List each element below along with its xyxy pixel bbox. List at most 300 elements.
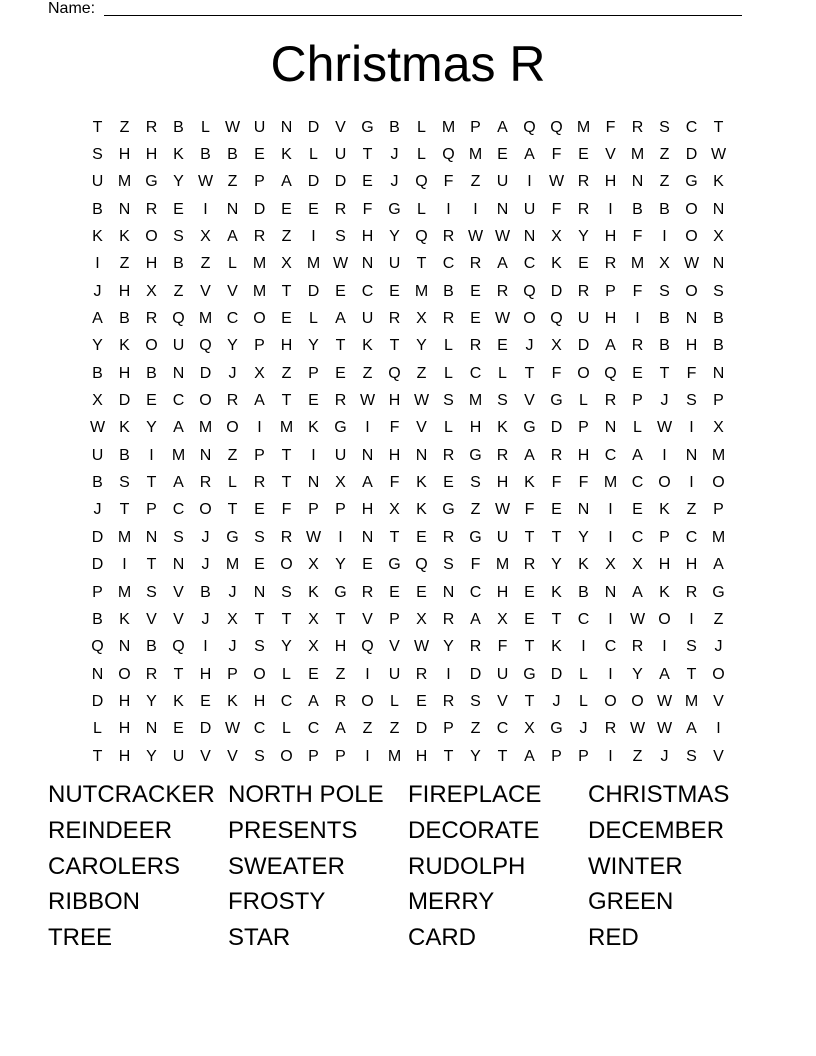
grid-letter: H: [118, 747, 131, 765]
grid-letter: Q: [523, 118, 536, 136]
grid-letter: J: [390, 146, 399, 164]
grid-letter: P: [92, 583, 103, 601]
grid-letter: E: [389, 282, 400, 300]
grid-letter: P: [632, 392, 643, 410]
grid-letter: A: [632, 583, 643, 601]
grid-letter: X: [200, 228, 211, 246]
grid-letter: J: [660, 747, 669, 765]
grid-letter: H: [361, 501, 374, 519]
grid-letter: K: [416, 474, 427, 492]
grid-letter: J: [714, 638, 723, 656]
grid-letter: B: [713, 337, 724, 355]
word-list-item: STAR: [228, 924, 291, 952]
grid-letter: C: [361, 282, 374, 300]
grid-letter: T: [551, 610, 562, 628]
grid-letter: E: [281, 200, 292, 218]
grid-letter: A: [686, 720, 697, 738]
grid-letter: N: [442, 583, 455, 601]
grid-letter: T: [335, 610, 346, 628]
grid-letter: B: [119, 310, 130, 328]
grid-letter: P: [659, 528, 670, 546]
grid-letter: Q: [550, 118, 563, 136]
grid-letter: C: [685, 118, 698, 136]
grid-letter: L: [444, 337, 453, 355]
grid-letter: M: [306, 255, 321, 273]
grid-letter: M: [495, 556, 510, 574]
grid-letter: K: [362, 337, 373, 355]
grid-letter: R: [577, 200, 590, 218]
grid-letter: T: [281, 446, 292, 464]
grid-letter: E: [254, 146, 265, 164]
grid-row: [84, 634, 732, 661]
grid-letter: B: [200, 146, 211, 164]
grid-letter: T: [659, 364, 670, 382]
grid-letter: B: [92, 610, 103, 628]
grid-letter: H: [604, 173, 617, 191]
grid-letter: K: [497, 419, 508, 437]
grid-letter: V: [200, 747, 211, 765]
grid-letter: O: [631, 692, 644, 710]
grid-letter: H: [199, 665, 212, 683]
grid-letter: M: [414, 282, 429, 300]
grid-letter: E: [470, 282, 481, 300]
grid-letter: D: [199, 364, 212, 382]
grid-letter: L: [282, 665, 291, 683]
grid-letter: E: [335, 364, 346, 382]
grid-letter: U: [172, 747, 185, 765]
grid-letter: U: [361, 310, 374, 328]
word-list-item: RIBBON: [48, 888, 141, 916]
page-title: Christmas R: [270, 36, 546, 92]
grid-letter: S: [659, 282, 670, 300]
grid-letter: L: [390, 692, 399, 710]
grid-letter: E: [416, 528, 427, 546]
grid-letter: I: [446, 200, 451, 218]
grid-letter: C: [577, 610, 590, 628]
grid-letter: N: [118, 638, 131, 656]
grid-letter: Q: [415, 173, 428, 191]
grid-letter: I: [662, 638, 667, 656]
grid-letter: B: [200, 583, 211, 601]
grid-letter: E: [497, 146, 508, 164]
grid-letter: F: [551, 474, 562, 492]
grid-letter: N: [91, 665, 104, 683]
grid-letter: F: [578, 474, 589, 492]
word-list-item: RUDOLPH: [408, 852, 526, 880]
grid-letter: E: [578, 146, 589, 164]
grid-letter: R: [145, 118, 158, 136]
grid-letter: I: [689, 474, 694, 492]
grid-letter: M: [117, 528, 132, 546]
grid-row: [84, 223, 732, 250]
grid-letter: T: [416, 255, 427, 273]
grid-letter: T: [146, 474, 157, 492]
grid-letter: V: [335, 118, 346, 136]
grid-letter: U: [577, 310, 590, 328]
grid-letter: F: [497, 638, 508, 656]
grid-letter: D: [91, 556, 104, 574]
grid-letter: U: [496, 173, 509, 191]
grid-letter: N: [172, 556, 185, 574]
grid-letter: W: [629, 720, 646, 738]
grid-letter: T: [524, 364, 535, 382]
grid-letter: G: [712, 583, 725, 601]
grid-letter: B: [443, 282, 454, 300]
grid-letter: L: [228, 255, 237, 273]
grid-letter: K: [173, 692, 184, 710]
grid-letter: R: [523, 556, 536, 574]
grid-letter: N: [118, 200, 131, 218]
grid-letter: X: [335, 474, 346, 492]
grid-letter: T: [443, 747, 454, 765]
grid-letter: C: [226, 310, 239, 328]
grid-letter: E: [551, 501, 562, 519]
grid-letter: Y: [632, 665, 643, 683]
grid-letter: M: [684, 692, 699, 710]
grid-letter: X: [659, 255, 670, 273]
grid-letter: L: [444, 364, 453, 382]
grid-letter: L: [579, 392, 588, 410]
word-list-item: RED: [588, 924, 639, 952]
grid-letter: Z: [200, 255, 211, 273]
grid-letter: D: [550, 419, 563, 437]
grid-letter: T: [389, 337, 400, 355]
grid-letter: L: [498, 364, 507, 382]
grid-letter: X: [497, 610, 508, 628]
grid-letter: M: [117, 173, 132, 191]
grid-letter: M: [576, 118, 591, 136]
grid-letter: W: [467, 228, 484, 246]
grid-letter: O: [280, 747, 293, 765]
grid-letter: H: [388, 392, 401, 410]
grid-letter: R: [469, 337, 482, 355]
grid-letter: D: [469, 665, 482, 683]
grid-letter: R: [388, 310, 401, 328]
grid-letter: W: [494, 501, 511, 519]
grid-letter: M: [117, 583, 132, 601]
grid-letter: O: [199, 501, 212, 519]
grid-letter: Y: [389, 228, 400, 246]
grid-letter: Y: [227, 337, 238, 355]
grid-letter: W: [656, 720, 673, 738]
grid-letter: O: [361, 692, 374, 710]
grid-letter: A: [524, 146, 535, 164]
grid-letter: Z: [470, 720, 481, 738]
grid-letter: R: [469, 638, 482, 656]
grid-letter: U: [334, 146, 347, 164]
word-list-item: SWEATER: [228, 852, 345, 880]
grid-letter: A: [254, 392, 265, 410]
grid-letter: I: [149, 446, 154, 464]
grid-letter: N: [415, 446, 428, 464]
grid-letter: E: [308, 392, 319, 410]
grid-letter: F: [551, 364, 562, 382]
grid-letter: C: [469, 583, 482, 601]
grid-letter: S: [686, 638, 697, 656]
grid-letter: O: [118, 665, 131, 683]
grid-letter: R: [469, 255, 482, 273]
grid-letter: G: [685, 173, 698, 191]
grid-letter: U: [388, 665, 401, 683]
grid-letter: Z: [335, 665, 346, 683]
grid-row: [84, 387, 732, 414]
grid-letter: I: [608, 747, 613, 765]
grid-letter: K: [659, 583, 670, 601]
grid-letter: A: [632, 446, 643, 464]
grid-row: [84, 688, 732, 715]
grid-letter: B: [227, 146, 238, 164]
grid-letter: J: [201, 556, 210, 574]
grid-letter: S: [443, 392, 454, 410]
grid-letter: P: [308, 501, 319, 519]
grid-letter: R: [226, 392, 239, 410]
grid-letter: U: [253, 118, 266, 136]
grid-letter: Z: [227, 446, 238, 464]
grid-letter: X: [308, 556, 319, 574]
grid-letter: F: [443, 173, 454, 191]
grid-letter: D: [307, 173, 320, 191]
grid-letter: Y: [416, 337, 427, 355]
grid-letter: A: [713, 556, 724, 574]
grid-letter: J: [93, 501, 102, 519]
grid-letter: T: [92, 747, 103, 765]
grid-letter: T: [686, 665, 697, 683]
grid-letter: S: [470, 474, 481, 492]
grid-letter: S: [173, 528, 184, 546]
grid-letter: C: [631, 474, 644, 492]
grid-letter: Z: [119, 118, 130, 136]
grid-letter: D: [550, 665, 563, 683]
grid-letter: Q: [415, 228, 428, 246]
grid-letter: F: [524, 501, 535, 519]
grid-letter: Z: [281, 228, 292, 246]
grid-letter: S: [254, 747, 265, 765]
grid-letter: H: [118, 692, 131, 710]
grid-letter: A: [497, 255, 508, 273]
name-blank-line: [104, 15, 742, 16]
grid-letter: T: [281, 282, 292, 300]
grid-letter: C: [604, 446, 617, 464]
grid-letter: O: [145, 228, 158, 246]
grid-letter: J: [228, 638, 237, 656]
grid-letter: N: [307, 474, 320, 492]
grid-letter: R: [334, 692, 347, 710]
grid-row: [84, 524, 732, 551]
grid-letter: P: [605, 282, 616, 300]
grid-letter: N: [253, 583, 266, 601]
grid-letter: X: [254, 364, 265, 382]
grid-letter: S: [686, 392, 697, 410]
grid-letter: O: [280, 556, 293, 574]
grid-letter: O: [253, 665, 266, 683]
grid-letter: R: [253, 474, 266, 492]
grid-letter: N: [577, 501, 590, 519]
grid-letter: N: [145, 528, 158, 546]
grid-letter: Q: [361, 638, 374, 656]
grid-letter: D: [199, 720, 212, 738]
grid-letter: M: [630, 146, 645, 164]
grid-letter: G: [442, 501, 455, 519]
grid-letter: Z: [659, 173, 670, 191]
grid-letter: V: [605, 146, 616, 164]
grid-letter: D: [307, 282, 320, 300]
grid-letter: R: [577, 282, 590, 300]
grid-letter: Q: [415, 556, 428, 574]
grid-letter: N: [712, 255, 725, 273]
grid-letter: I: [257, 419, 262, 437]
grid-letter: A: [335, 720, 346, 738]
word-list: [48, 778, 768, 957]
grid-letter: O: [523, 310, 536, 328]
grid-letter: B: [659, 337, 670, 355]
grid-letter: X: [308, 610, 319, 628]
grid-letter: F: [632, 282, 643, 300]
word-list-item: CAROLERS: [48, 852, 181, 880]
grid-letter: K: [119, 337, 130, 355]
grid-letter: W: [413, 638, 430, 656]
grid-letter: G: [469, 528, 482, 546]
grid-letter: K: [92, 228, 103, 246]
grid-letter: W: [494, 228, 511, 246]
grid-letter: M: [198, 419, 213, 437]
grid-letter: N: [712, 364, 725, 382]
grid-letter: K: [308, 419, 319, 437]
grid-letter: A: [173, 419, 184, 437]
grid-letter: K: [551, 638, 562, 656]
grid-letter: B: [92, 364, 103, 382]
grid-letter: X: [551, 228, 562, 246]
grid-letter: P: [713, 501, 724, 519]
grid-letter: X: [713, 228, 724, 246]
grid-letter: W: [683, 255, 700, 273]
grid-row: [84, 278, 732, 305]
grid-letter: D: [334, 173, 347, 191]
grid-letter: Z: [659, 146, 670, 164]
grid-letter: L: [417, 200, 426, 218]
grid-letter: Z: [632, 747, 643, 765]
grid-letter: C: [307, 720, 320, 738]
grid-letter: L: [633, 419, 642, 437]
grid-letter: R: [334, 200, 347, 218]
grid-letter: L: [201, 118, 210, 136]
grid-letter: I: [608, 528, 613, 546]
grid-letter: Y: [470, 747, 481, 765]
grid-letter: C: [172, 501, 185, 519]
grid-letter: P: [146, 501, 157, 519]
grid-letter: H: [415, 747, 428, 765]
word-list-item: CARD: [408, 924, 477, 952]
grid-letter: Y: [551, 556, 562, 574]
grid-letter: A: [524, 747, 535, 765]
grid-letter: A: [308, 692, 319, 710]
grid-letter: T: [281, 610, 292, 628]
word-list-item: FROSTY: [228, 888, 326, 916]
grid-letter: M: [468, 392, 483, 410]
grid-row: [84, 743, 732, 770]
grid-letter: W: [413, 392, 430, 410]
grid-letter: T: [335, 337, 346, 355]
grid-letter: X: [416, 310, 427, 328]
grid-letter: I: [689, 419, 694, 437]
grid-letter: A: [605, 337, 616, 355]
grid-row: [84, 606, 732, 633]
grid-letter: G: [523, 665, 536, 683]
grid-letter: F: [686, 364, 697, 382]
grid-letter: W: [224, 720, 241, 738]
grid-letter: N: [712, 200, 725, 218]
grid-letter: F: [632, 228, 643, 246]
grid-row: [84, 661, 732, 688]
grid-letter: P: [578, 747, 589, 765]
grid-letter: F: [605, 118, 616, 136]
grid-letter: S: [497, 392, 508, 410]
grid-letter: V: [362, 610, 373, 628]
grid-letter: E: [497, 337, 508, 355]
grid-letter: I: [365, 665, 370, 683]
grid-letter: R: [442, 528, 455, 546]
grid-letter: U: [334, 446, 347, 464]
grid-letter: I: [608, 501, 613, 519]
grid-letter: Z: [119, 255, 130, 273]
grid-letter: M: [252, 255, 267, 273]
grid-letter: E: [308, 665, 319, 683]
grid-letter: W: [629, 610, 646, 628]
grid-letter: H: [145, 146, 158, 164]
grid-letter: D: [118, 392, 131, 410]
grid-letter: Q: [442, 146, 455, 164]
grid-letter: J: [390, 173, 399, 191]
grid-letter: I: [446, 665, 451, 683]
grid-letter: R: [415, 665, 428, 683]
grid-letter: O: [253, 310, 266, 328]
grid-letter: H: [469, 419, 482, 437]
grid-letter: T: [524, 692, 535, 710]
grid-letter: M: [468, 146, 483, 164]
grid-letter: H: [604, 228, 617, 246]
grid-letter: T: [119, 501, 130, 519]
grid-letter: S: [254, 638, 265, 656]
grid-letter: C: [253, 720, 266, 738]
grid-letter: X: [308, 638, 319, 656]
grid-letter: W: [224, 118, 241, 136]
grid-letter: W: [656, 419, 673, 437]
grid-letter: H: [685, 337, 698, 355]
grid-letter: T: [173, 665, 184, 683]
word-list-item: PRESENTS: [228, 816, 358, 844]
grid-letter: R: [550, 446, 563, 464]
word-list-item: TREE: [48, 924, 113, 952]
grid-letter: K: [524, 474, 535, 492]
grid-letter: S: [92, 146, 103, 164]
grid-letter: S: [254, 528, 265, 546]
grid-letter: K: [551, 255, 562, 273]
grid-letter: T: [254, 610, 265, 628]
grid-letter: A: [281, 173, 292, 191]
grid-letter: D: [550, 282, 563, 300]
grid-row: [84, 333, 732, 360]
grid-letter: M: [198, 310, 213, 328]
grid-letter: X: [146, 282, 157, 300]
grid-letter: F: [281, 501, 292, 519]
grid-letter: C: [631, 528, 644, 546]
grid-letter: R: [631, 638, 644, 656]
grid-letter: R: [577, 173, 590, 191]
word-list-item: DECEMBER: [588, 816, 725, 844]
grid-letter: I: [338, 528, 343, 546]
grid-letter: S: [281, 583, 292, 601]
grid-letter: W: [197, 173, 214, 191]
grid-letter: I: [95, 255, 100, 273]
